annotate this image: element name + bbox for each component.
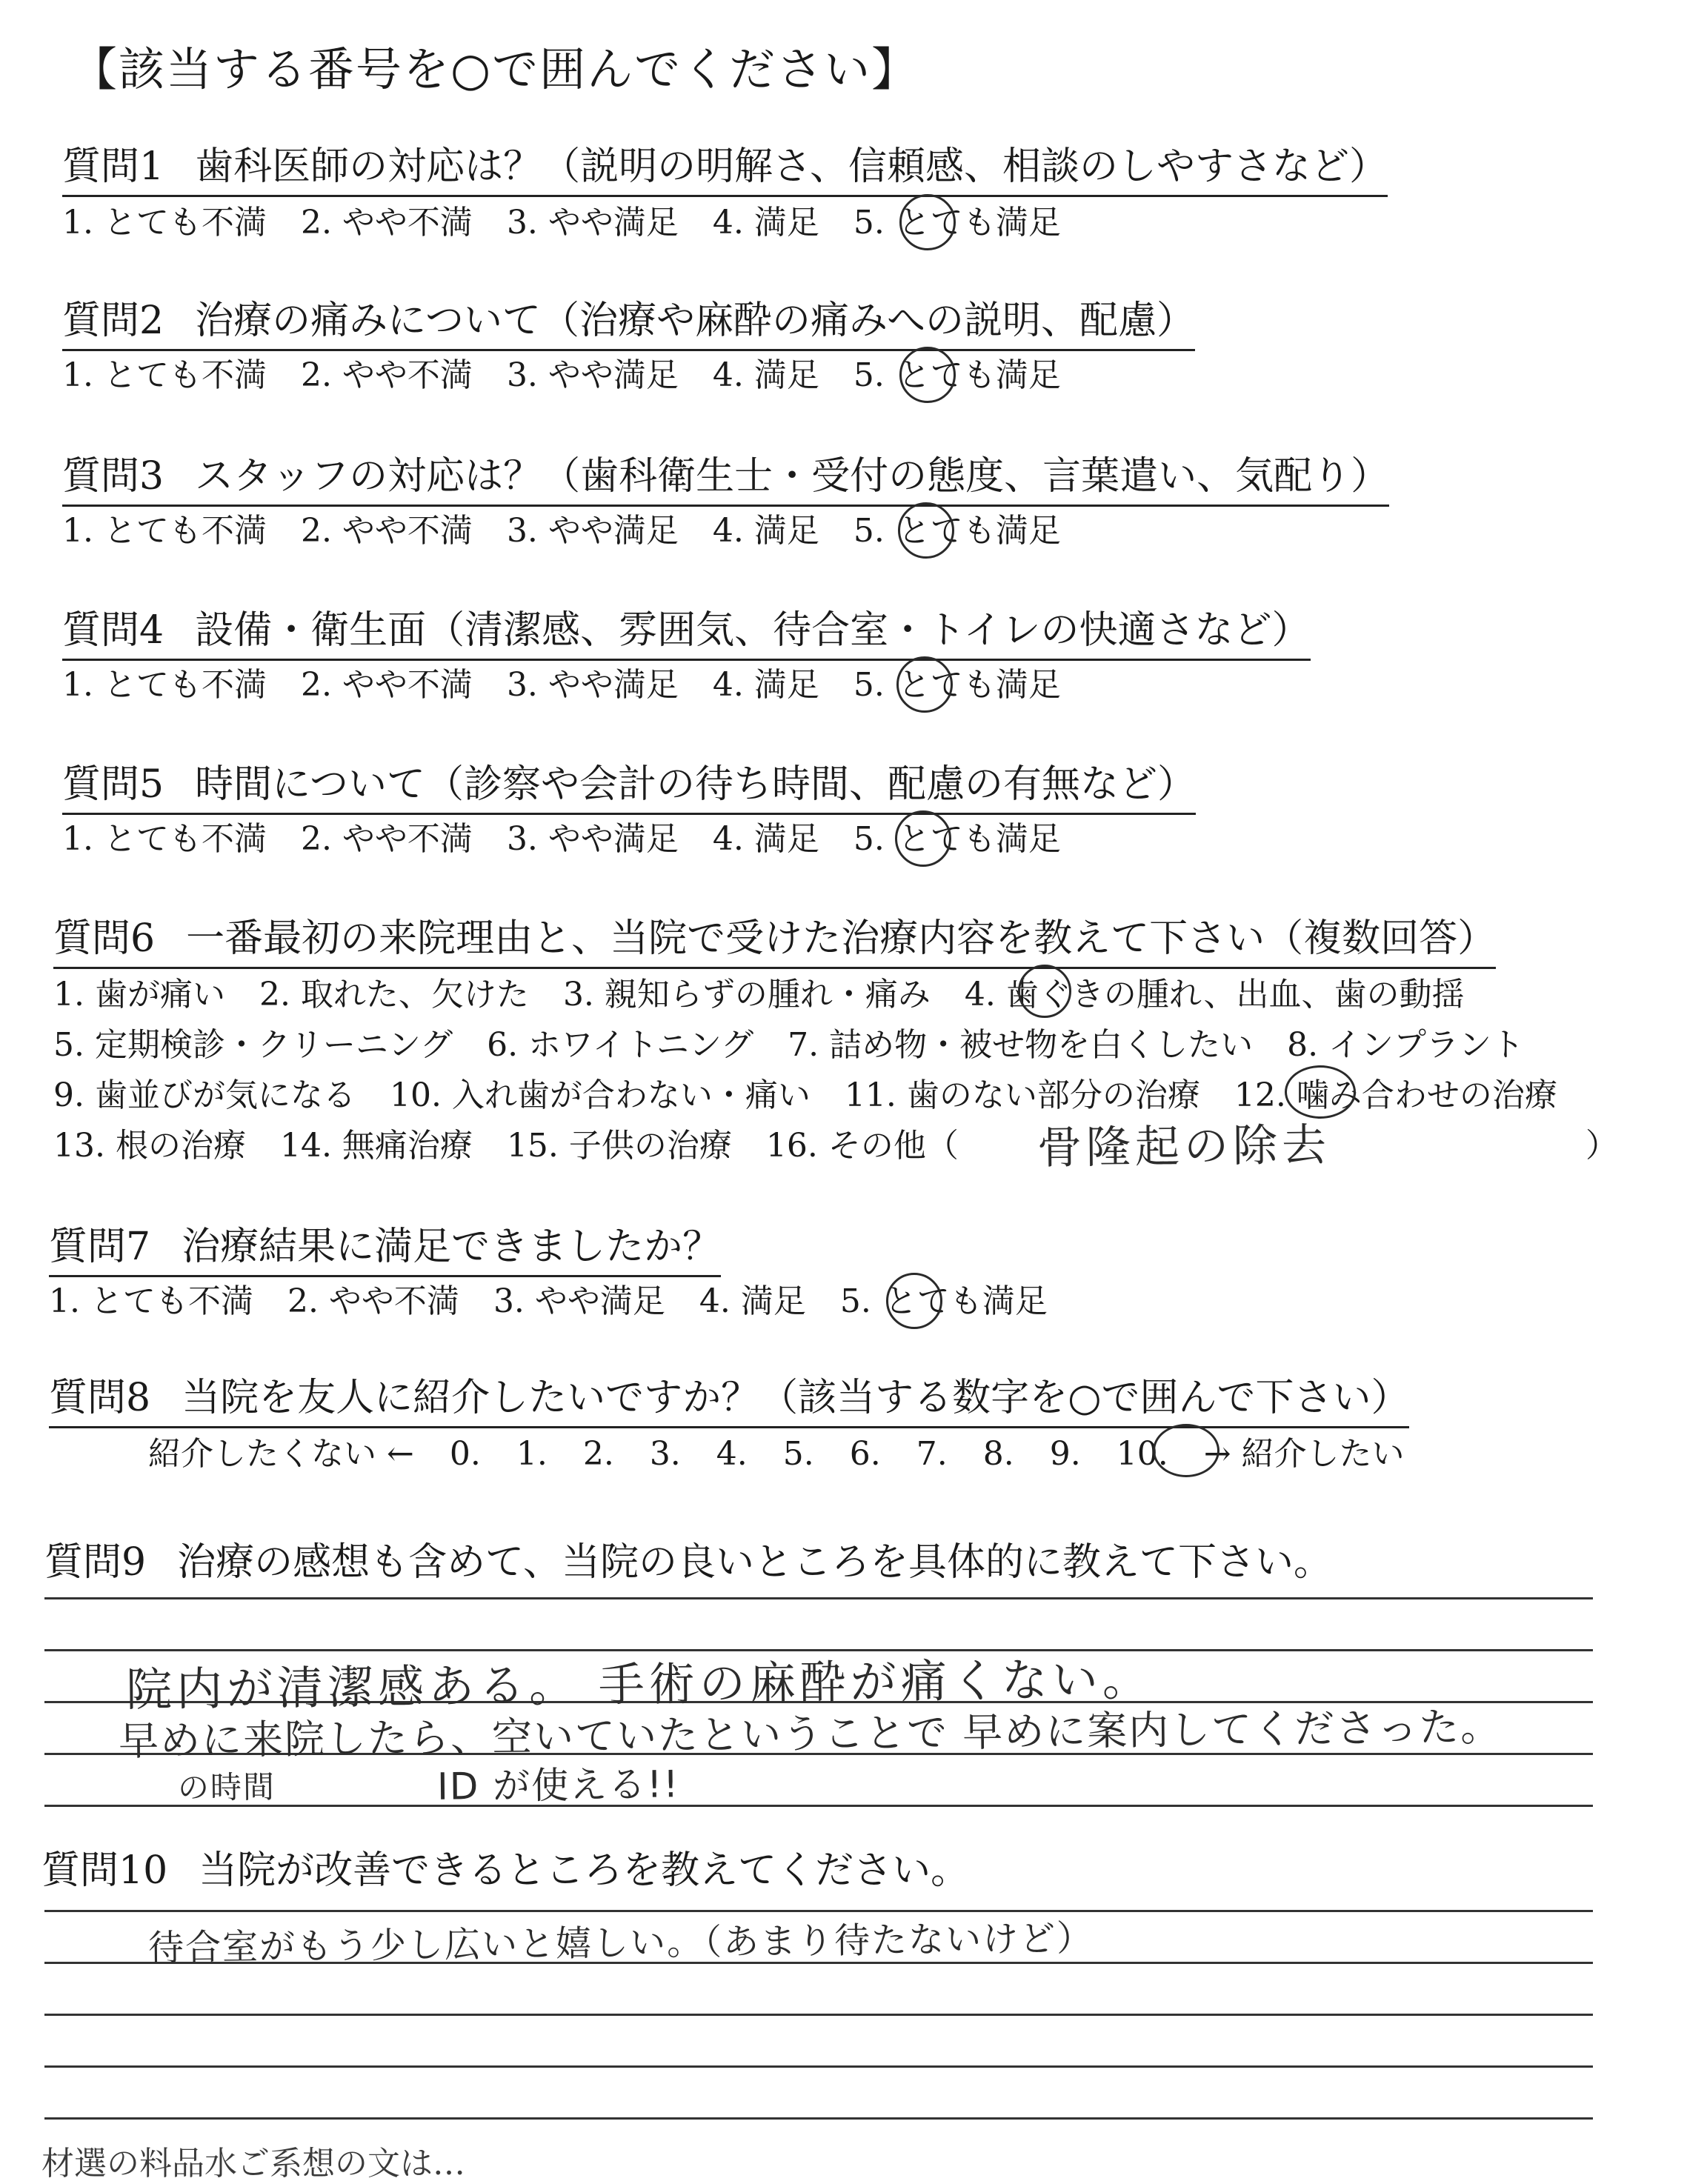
option-5-selected[interactable]: 5. xyxy=(853,512,885,550)
question-4-heading xyxy=(62,599,1311,661)
question-text: 治療結果に満足できましたか？ xyxy=(182,1225,722,1269)
question-number: 質問5 xyxy=(62,762,164,807)
question-number: 質問3 xyxy=(62,454,164,499)
answer-circle-mark xyxy=(1153,1424,1219,1477)
option-13[interactable]: 13. 根の治療 xyxy=(53,1127,246,1165)
answer-circle-mark xyxy=(899,194,956,250)
answer-line xyxy=(44,2117,1593,2120)
option-5-label[interactable]: とても満足 xyxy=(897,820,1061,858)
scale-8[interactable]: 8. xyxy=(982,1435,1014,1473)
option-2[interactable]: 2. やや不満 xyxy=(287,1282,459,1320)
option-5-label[interactable]: とても満足 xyxy=(897,204,1061,242)
option-8[interactable]: 8. インプラント xyxy=(1287,1026,1525,1064)
recommendation-scale xyxy=(148,1427,1440,1474)
option-1[interactable]: 1. とても不満 xyxy=(49,1282,253,1320)
cut-off-bottom-text: 材選の料品水ご系想の文は… xyxy=(41,2145,465,2183)
option-3[interactable]: 3. やや満足 xyxy=(493,1282,665,1320)
scale-1[interactable]: 1. xyxy=(516,1435,548,1473)
scale-2[interactable]: 2. xyxy=(582,1435,614,1473)
question-text: 治療の痛みについて（治療や麻酔の痛みへの説明、配慮） xyxy=(195,299,1196,343)
option-5-label[interactable]: とても満足 xyxy=(884,1282,1048,1320)
scale-0[interactable]: 0. xyxy=(449,1435,481,1473)
option-1[interactable]: 1. とても不満 xyxy=(62,204,267,242)
option-2[interactable]: 2. やや不満 xyxy=(300,666,473,704)
answer-circle-mark xyxy=(898,502,954,559)
question-10-heading xyxy=(41,1839,969,1899)
option-12-selected[interactable]: 12. xyxy=(1234,1076,1286,1114)
answer-circle-mark xyxy=(899,347,956,403)
answer-circle-mark xyxy=(1018,965,1071,1018)
option-5-selected[interactable]: 5. xyxy=(839,1282,871,1320)
answer-line xyxy=(44,2065,1593,2068)
question-number: 質問2 xyxy=(62,299,164,343)
option-6[interactable]: 6. ホワイトニング xyxy=(487,1026,754,1064)
question-6-options-row-3 xyxy=(53,1068,1591,1116)
question-8-heading xyxy=(49,1366,1409,1428)
scale-10-selected[interactable]: 10. xyxy=(1116,1435,1168,1473)
answer-line xyxy=(44,1597,1593,1599)
question-text: 治療の感想も含めて、当院の良いところを具体的に教えて下さい。 xyxy=(177,1540,1333,1585)
option-16[interactable]: 16. その他（ xyxy=(765,1127,959,1165)
scale-left-label: 紹介したくない ← xyxy=(148,1435,414,1473)
question-text: 時間について（診察や会計の待ち時間、配慮の有無など） xyxy=(195,762,1197,807)
question-text: 一番最初の来院理由と、当院で受けた治療内容を教えて下さい（複数回答） xyxy=(186,916,1497,961)
option-4[interactable]: 4. 満足 xyxy=(712,820,819,858)
question-number: 質問10 xyxy=(41,1848,168,1893)
option-4-selected[interactable]: 4. xyxy=(964,976,996,1013)
answer-circle-mark xyxy=(886,1273,942,1329)
question-number: 質問6 xyxy=(53,916,156,961)
option-5-selected[interactable]: 5. xyxy=(853,356,885,394)
option-3[interactable]: 3. 親知らずの腫れ・痛み xyxy=(562,976,931,1013)
question-text: 歯科医師の対応は？（説明の明解さ、信頼感、相談のしやすさなど） xyxy=(195,144,1388,189)
question-number: 質問1 xyxy=(62,144,164,189)
question-6-options-row-1 xyxy=(53,968,1499,1015)
scale-6[interactable]: 6. xyxy=(849,1435,881,1473)
other-handwritten-answer[interactable]: 骨隆起の除去 xyxy=(1036,1119,1331,1175)
option-3[interactable]: 3. やや満足 xyxy=(506,204,679,242)
option-3[interactable]: 3. やや満足 xyxy=(506,512,679,550)
option-1[interactable]: 1. 歯が痛い xyxy=(53,976,225,1013)
other-close-paren xyxy=(1585,1119,1652,1166)
option-3[interactable]: 3. やや満足 xyxy=(506,820,679,858)
option-5-selected[interactable]: 5. xyxy=(853,204,885,242)
scale-9[interactable]: 9. xyxy=(1049,1435,1081,1473)
question-text: スタッフの対応は？（歯科衛生士・受付の態度、言葉遣い、気配り） xyxy=(195,454,1390,499)
scale-3[interactable]: 3. xyxy=(649,1435,681,1473)
q9-handwritten-line-1[interactable]: 院内が清潔感ある。 手術の麻酔が痛くない。 xyxy=(125,1651,1154,1717)
option-4[interactable]: 4. 満足 xyxy=(712,512,819,550)
option-2[interactable]: 2. やや不満 xyxy=(300,356,473,394)
answer-line xyxy=(44,2014,1593,2016)
option-9[interactable]: 9. 歯並びが気になる xyxy=(53,1076,356,1114)
option-1[interactable]: 1. とても不満 xyxy=(62,512,267,550)
q9-handwritten-line-2[interactable]: 早めに来院したら、空いていたということで 早めに案内してくださった。 xyxy=(118,1703,1503,1765)
option-5-label[interactable]: とても満足 xyxy=(897,666,1061,704)
question-6-options-row-4 xyxy=(53,1119,993,1166)
question-1-heading xyxy=(62,135,1388,197)
option-5-selected[interactable]: 5. xyxy=(853,666,885,704)
option-5-label[interactable]: とても満足 xyxy=(897,512,1061,550)
scale-5[interactable]: 5. xyxy=(782,1435,814,1473)
question-7-heading xyxy=(49,1215,721,1277)
option-1[interactable]: 1. とても不満 xyxy=(62,820,267,858)
paren: ） xyxy=(1585,1127,1618,1165)
option-4[interactable]: 4. 満足 xyxy=(712,204,819,242)
option-2[interactable]: 2. やや不満 xyxy=(300,512,473,550)
question-number: 質問4 xyxy=(62,608,164,653)
question-9-heading xyxy=(44,1531,1332,1591)
option-12-label[interactable]: 噛み合わせの治療 xyxy=(1296,1076,1557,1114)
option-2[interactable]: 2. やや不満 xyxy=(300,204,473,242)
option-14[interactable]: 14. 無痛治療 xyxy=(279,1127,473,1165)
option-2[interactable]: 2. 取れた、欠けた xyxy=(259,976,529,1013)
option-3[interactable]: 3. やや満足 xyxy=(506,356,679,394)
option-4[interactable]: 4. 満足 xyxy=(712,356,819,394)
q10-handwritten-answer[interactable]: 待合室がもう少し広いと嬉しい。（あまり待たないけど） xyxy=(147,1917,1094,1969)
answer-circle-mark xyxy=(896,656,953,713)
option-1[interactable]: 1. とても不満 xyxy=(62,356,267,394)
answer-line xyxy=(44,1805,1593,1807)
option-4-label[interactable]: 歯ぐきの腫れ、出血、歯の動揺 xyxy=(1005,976,1465,1013)
scale-7[interactable]: 7. xyxy=(916,1435,948,1473)
option-7[interactable]: 7. 詰め物・被せ物を白くしたい xyxy=(788,1026,1254,1064)
option-4[interactable]: 4. 満足 xyxy=(699,1282,806,1320)
question-2-heading xyxy=(62,289,1195,351)
question-number: 質問8 xyxy=(49,1376,151,1420)
q9-handwritten-line-4[interactable]: ID が使える!! xyxy=(436,1762,680,1808)
option-2[interactable]: 2. やや不満 xyxy=(300,820,473,858)
question-number: 質問9 xyxy=(44,1540,147,1585)
option-4[interactable]: 4. 満足 xyxy=(712,666,819,704)
option-5[interactable]: 5. 定期検診・クリーニング xyxy=(53,1026,453,1064)
question-6-options-row-2 xyxy=(53,1018,1558,1065)
scale-4[interactable]: 4. xyxy=(716,1435,748,1473)
question-3-heading xyxy=(62,445,1389,507)
question-text: 設備・衛生面（清潔感、雰囲気、待合室・トイレの快適さなど） xyxy=(195,608,1311,653)
question-6-heading xyxy=(53,907,1496,969)
q9-handwritten-line-3[interactable]: の時間 xyxy=(177,1768,276,1806)
question-text: 当院が改善できるところを教えてください。 xyxy=(199,1848,970,1893)
scale-right-label: → 紹介したい xyxy=(1203,1435,1405,1473)
option-11[interactable]: 11. 歯のない部分の治療 xyxy=(844,1076,1200,1114)
option-3[interactable]: 3. やや満足 xyxy=(506,666,679,704)
option-5-selected[interactable]: 5. xyxy=(853,820,885,858)
question-number: 質問7 xyxy=(49,1225,151,1269)
question-5-heading xyxy=(62,753,1196,815)
option-1[interactable]: 1. とても不満 xyxy=(62,666,267,704)
answer-circle-mark xyxy=(895,810,951,867)
option-5-label[interactable]: とても満足 xyxy=(897,356,1061,394)
page-title: 【該当する番号を○で囲んでください】 xyxy=(71,42,919,96)
question-text: 当院を友人に紹介したいですか？（該当する数字を○で囲んで下さい） xyxy=(182,1376,1410,1420)
option-10[interactable]: 10. 入れ歯が合わない・痛い xyxy=(389,1076,811,1114)
option-15[interactable]: 15. 子供の治療 xyxy=(506,1127,732,1165)
